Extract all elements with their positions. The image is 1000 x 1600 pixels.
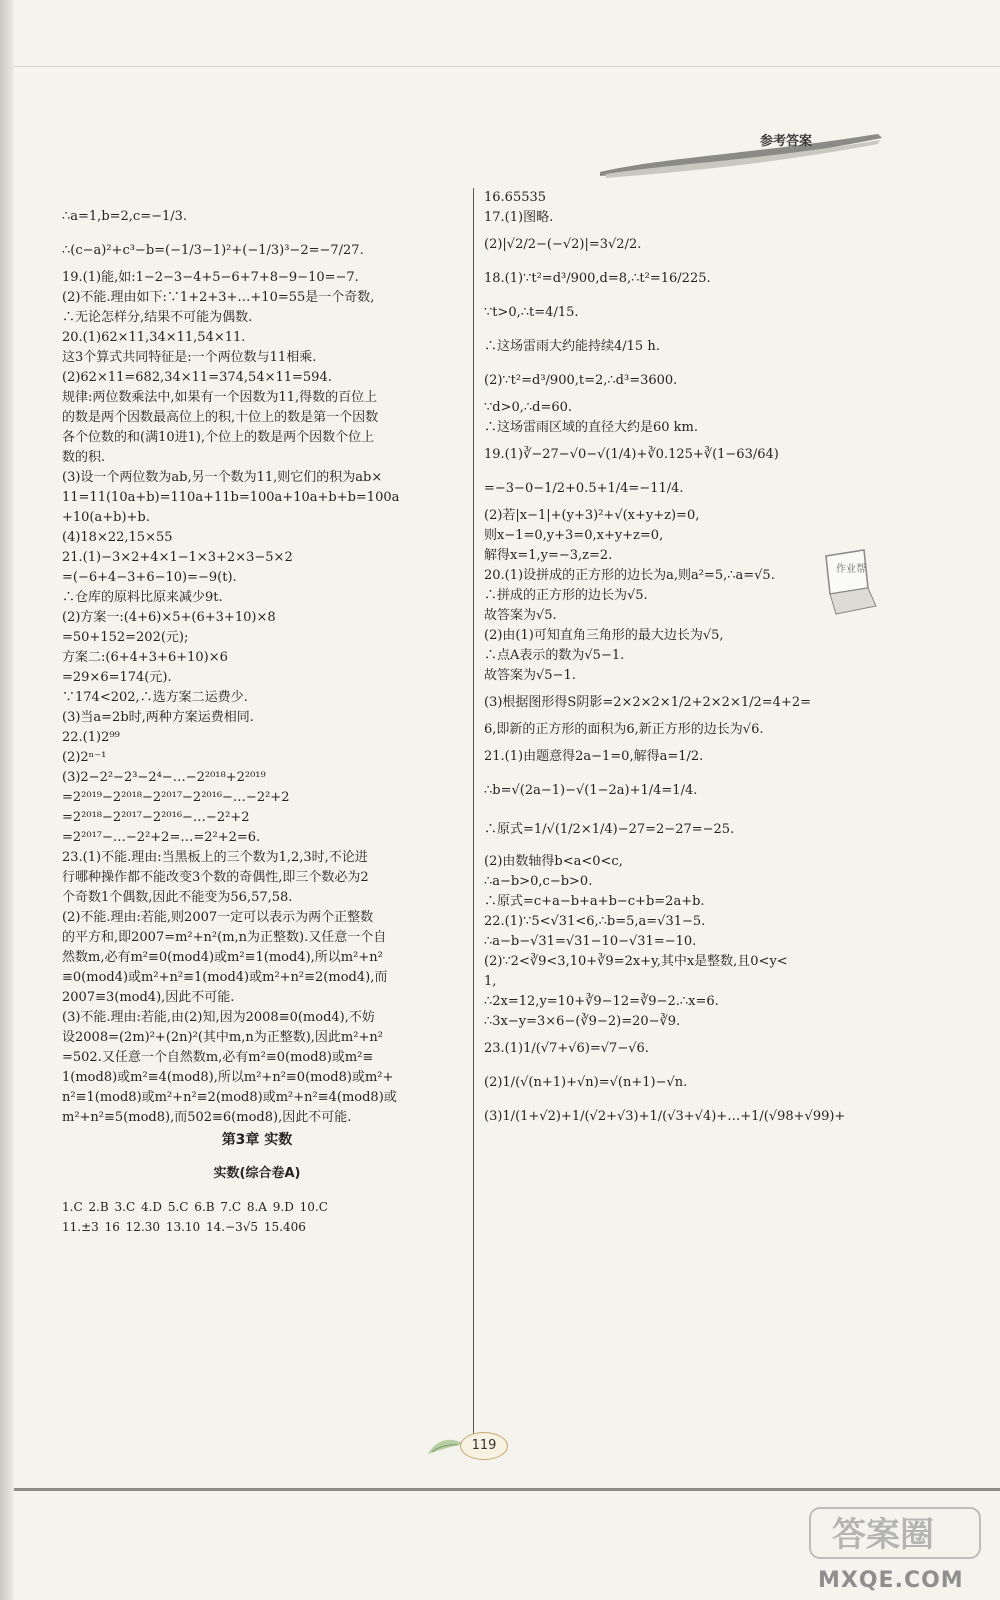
answer-line: ∴点A表示的数为√5−1. — [484, 648, 625, 663]
answer-line: 1(mod8)或m²≡4(mod8),所以m²+n²≡0(mod8)或m²+ — [62, 1070, 394, 1085]
page-number-area — [420, 1420, 530, 1470]
answer-line: (2)不能.理由:若能,则2007一定可以表示为两个正整数 — [62, 910, 374, 925]
header-title: 参考答案 — [759, 134, 812, 149]
answer-line: m²+n²≡5(mod8),而502≡6(mod8),因此不可能. — [62, 1110, 352, 1125]
answer-line: (3)根据图形得S阴影=2×2×2×1/2+2×2×1/2=4+2= — [484, 695, 811, 710]
answer-line: =50+152=202(元); — [62, 630, 189, 645]
answer-line: 16.65535 — [484, 190, 547, 205]
answer-line: 解得x=1,y=−3,z=2. — [484, 548, 613, 563]
answer-line: 19.(1)能,如:1−2−3−4+5−6+7+8−9−10=−7. — [62, 270, 359, 285]
answer-line: 1, — [484, 974, 497, 989]
page-bottom-rule — [14, 1488, 1000, 1491]
answer-line: 2007≡3(mod4),因此不可能. — [62, 990, 235, 1005]
answer-line: 21.(1)由题意得2a−1=0,解得a=1/2. — [484, 749, 704, 764]
answer-line: (3)设一个两位数为ab,另一个数为11,则它们的积为ab× — [62, 470, 383, 485]
answer-line: ∴a=1,b=2,c=−1/3. — [62, 209, 188, 224]
watermark-url: MXQE.COM — [818, 1568, 964, 1593]
answer-line: 各个位数的和(满10进1),个位上的数是两个因数个位上 — [62, 430, 375, 445]
answer-line: ∴a−b−√31=√31−10−√31=−10. — [484, 934, 697, 949]
answer-line: 6,即新的正方形的面积为6,新正方形的边长为√6. — [484, 722, 764, 737]
answer-line: ∵d>0,∴d=60. — [484, 400, 573, 415]
answer-line: ∴原式=c+a−b+a+b−c+b=2a+b. — [484, 894, 705, 909]
answer-line: ∴(c−a)²+c³−b=(−1/3−1)²+(−1/3)³−2=−7/27. — [62, 243, 364, 258]
answer-line: ∴无论怎样分,结果不可能为偶数. — [62, 310, 253, 325]
answer-line: (3)当a=2b时,两种方案运费相同. — [62, 710, 254, 725]
answer-line: =2²⁰¹⁸−2²⁰¹⁷−2²⁰¹⁶−…−2²+2 — [62, 810, 250, 825]
answer-line: 设2008=(2m)²+(2n)²(其中m,n为正整数),因此m²+n² — [62, 1030, 383, 1045]
answer-line: 23.(1)不能.理由:当黑板上的三个数为1,2,3时,不论进 — [62, 850, 368, 865]
answer-line: 21.(1)−3×2+4×1−1×3+2×3−5×2 — [62, 550, 293, 565]
answer-line: (2)若|x−1|+(y+3)²+√(x+y+z)=0, — [484, 508, 700, 523]
subchapter-title: 实数(综合卷A) — [213, 1166, 301, 1181]
answer-line: 17.(1)图略. — [484, 210, 554, 225]
answer-line: 故答案为√5−1. — [484, 668, 576, 683]
watermark-logo-text: 答案圈 — [832, 1515, 934, 1555]
answer-line: ∵174<202,∴选方案二运费少. — [62, 690, 248, 705]
answer-line: 规律:两位数乘法中,如果有一个因数为11,得数的百位上 — [62, 390, 378, 405]
answer-line: 18.(1)∵t²=d³/900,d=8,∴t²=16/225. — [484, 271, 711, 286]
answer-line: (2)由数轴得b<a<0<c, — [484, 854, 623, 869]
answer-line: =502.又任意一个自然数m,必有m²≡0(mod8)或m²≡ — [62, 1050, 374, 1065]
answer-line: 22.(1)∵5<√31<6,∴b=5,a=√31−5. — [484, 914, 706, 929]
answer-line: (2)∵2<∛9<3,10+∛9=2x+y,其中x是整数,且0<y< — [484, 954, 788, 969]
answer-line: (2)∵t²=d³/900,t=2,∴d³=3600. — [484, 373, 678, 388]
page-top-border — [14, 66, 1000, 67]
answer-line: 这3个算式共同特征是:一个两位数与11相乘. — [62, 350, 317, 365]
answer-line: (2)62×11=682,34×11=374,54×11=594. — [62, 370, 332, 385]
answer-line: 个奇数1个偶数,因此不能变为56,57,58. — [62, 890, 293, 905]
answer-line: =(−6+4−3+6−10)=−9(t). — [62, 570, 237, 585]
answer-line: 数的积. — [62, 450, 106, 465]
homework-stamp-icon — [818, 548, 882, 618]
answer-line: (2)2ⁿ⁻¹ — [62, 750, 107, 765]
answer-line: (2)方案一:(4+6)×5+(6+3+10)×8 — [62, 610, 276, 625]
answer-line: ∴a−b>0,c−b>0. — [484, 874, 593, 889]
right-column — [484, 188, 896, 1134]
answer-line: 的数是两个因数最高位上的积,十位上的数是第一个因数 — [62, 410, 379, 425]
page-header — [600, 130, 890, 188]
answer-line: 22.(1)2⁹⁹ — [62, 730, 120, 745]
answer-line: (2)由(1)可知直角三角形的最大边长为√5, — [484, 628, 724, 643]
answer-line: 然数m,必有m²≡0(mod4)或m²≡1(mod4),所以m²+n² — [62, 950, 383, 965]
answer-line: 20.(1)62×11,34×11,54×11. — [62, 330, 246, 345]
answer-line: =−3−0−1/2+0.5+1/4=−11/4. — [484, 481, 684, 496]
answer-line: ∴这场雷雨区域的直径大约是60 km. — [484, 420, 699, 435]
answer-line: 则x−1=0,y+3=0,x+y+z=0, — [484, 528, 664, 543]
left-column — [62, 200, 452, 1237]
answer-line: ∴3x−y=3×6−(∛9−2)=20−∛9. — [484, 1014, 681, 1029]
answer-line: 23.(1)1/(√7+√6)=√7−√6. — [484, 1041, 649, 1056]
choice-answers-row: 1.C 2.B 3.C 4.D 5.C 6.B 7.C 8.A 9.D 10.C — [62, 1200, 328, 1214]
answer-line: =2²⁰¹⁷−…−2²+2=…=2²+2=6. — [62, 830, 261, 845]
page-number: 119 — [460, 1432, 508, 1460]
answer-line: (3)不能.理由:若能,由(2)知,因为2008≡0(mod4),不妨 — [62, 1010, 375, 1025]
watermark-logo-icon — [790, 1496, 1000, 1566]
answer-line: =29×6=174(元). — [62, 670, 172, 685]
chapter-title: 第3章 实数 — [221, 1132, 293, 1148]
answer-line: 19.(1)∛−27−√0−√(1/4)+∛0.125+∛(1−63/64) — [484, 447, 779, 462]
answer-line: ≡0(mod4)或m²+n²≡1(mod4)或m²+n²≡2(mod4),而 — [62, 970, 388, 985]
column-divider — [473, 188, 474, 1438]
answer-line: ∴拼成的正方形的边长为√5. — [484, 588, 648, 603]
answer-line: 的平方和,即2007=m²+n²(m,n为正整数).又任意一个自 — [62, 930, 387, 945]
answer-line: (2)不能.理由如下:∵1+2+3+…+10=55是一个奇数, — [62, 290, 375, 305]
answer-line: ∴b=√(2a−1)−√(1−2a)+1/4=1/4. — [484, 783, 698, 798]
answer-line: ∵t>0,∴t=4/15. — [484, 305, 579, 320]
fill-answers-row: 11.±3 16 12.30 13.10 14.−3√5 15.406 — [62, 1220, 306, 1234]
stamp-text: 作业帮 — [836, 564, 866, 575]
answer-line: (2)|√2/2−(−√2)|=3√2/2. — [484, 237, 642, 252]
answer-line: 11=11(10a+b)=110a+11b=100a+10a+b+b=100a — [62, 490, 400, 505]
answer-line: ∴仓库的原料比原来减少9t. — [62, 590, 223, 605]
answer-line: (4)18×22,15×55 — [62, 530, 173, 545]
answer-line: (2)1/(√(n+1)+√n)=√(n+1)−√n. — [484, 1075, 688, 1090]
answer-line: n²≡1(mod8)或m²+n²≡2(mod8)或m²+n²≡4(mod8)或 — [62, 1090, 397, 1105]
page-binding-edge — [0, 0, 14, 1600]
answer-line: =2²⁰¹⁹−2²⁰¹⁸−2²⁰¹⁷−2²⁰¹⁶−…−2²+2 — [62, 790, 290, 805]
watermark-logo — [790, 1496, 1000, 1600]
answer-line: ∴这场雷雨大约能持续4/15 h. — [484, 339, 660, 354]
answer-line: (3)2−2²−2³−2⁴−…−2²⁰¹⁸+2²⁰¹⁹ — [62, 770, 266, 785]
answer-line: 故答案为√5. — [484, 608, 557, 623]
answer-line: ∴原式=1/√(1/2×1/4)−27=2−27=−25. — [484, 822, 735, 837]
answer-line: 行哪种操作都不能改变3个数的奇偶性,即三个数必为2 — [62, 870, 369, 885]
answer-line: ∴2x=12,y=10+∛9−12=∛9−2.∴x=6. — [484, 994, 719, 1009]
answer-line: +10(a+b)+b. — [62, 510, 150, 525]
answer-line: 20.(1)设拼成的正方形的边长为a,则a²=5,∴a=√5. — [484, 568, 775, 583]
answer-line: 方案二:(6+4+3+6+10)×6 — [62, 650, 228, 665]
answer-line: (3)1/(1+√2)+1/(√2+√3)+1/(√3+√4)+…+1/(√98+√99)+ — [484, 1109, 846, 1124]
